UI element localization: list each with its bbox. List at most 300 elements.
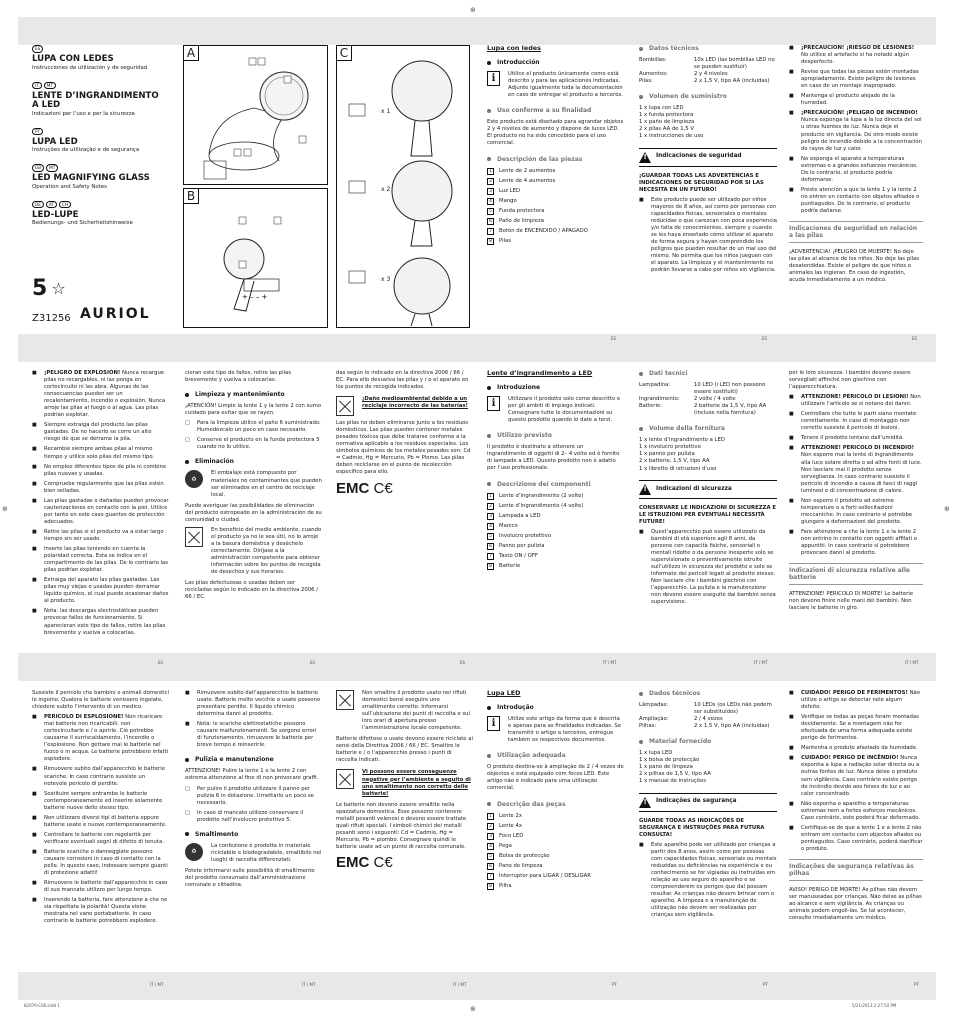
- part-label: Panno per pulizia: [499, 542, 545, 549]
- warning-text: Non esporre mai la lente di ingrandimento alla luce solare diretta o ad altre fonti di luce. Non lasciare mai il prodotto senza sorveglianza. In caso contrario sussiste il pericolo di incendio a causa di fasci di raggi luminosi e di concentrazione di calore.: [801, 452, 922, 494]
- warning-text: Mantenga el producto alejado de la humedad.: [801, 93, 895, 107]
- warning-item: [32, 446, 169, 460]
- bullet-marker: ■: [32, 577, 37, 584]
- battery-text: ATTENZIONE! PERICOLO DI MORTE! Le batterie non devono finire nelle mani dei bambini. Non lasciare le batterie in giro.: [789, 591, 914, 612]
- warning-body: [801, 110, 923, 152]
- es-column-3: [789, 45, 923, 330]
- warning-heading: Indicações de segurança: [656, 798, 737, 805]
- subsection-heading: Pulizia e manutenzione: [185, 756, 322, 763]
- bullet-marker: ■: [639, 528, 644, 535]
- subsection-heading: Material fornecido: [639, 738, 777, 745]
- figure-label: B: [184, 189, 199, 204]
- bullet-marker: ■: [789, 714, 794, 721]
- bullet-item: [185, 810, 322, 824]
- warning-body: [44, 422, 169, 443]
- subsection-heading: Volumen de suministro: [639, 93, 777, 100]
- subsection-heading: Limpieza y mantenimiento: [185, 391, 322, 398]
- tech-row: [639, 396, 777, 403]
- part-item: [487, 178, 624, 185]
- safety-list: [639, 529, 777, 607]
- warning-text: Rimuovere subito dall’apparecchio le batterie scariche. In caso contrario sussiste un notevole pericolo di perdite.: [44, 766, 165, 787]
- warning-item: [789, 690, 923, 711]
- part-item: [487, 563, 624, 570]
- warning-text: Mantenha o produto afastado da humidade.: [801, 745, 918, 752]
- warning-list: [789, 45, 923, 215]
- warning-item: [32, 714, 169, 763]
- warning-body: [801, 69, 923, 90]
- supply-item: 1 x funda protectora: [639, 112, 694, 119]
- cover-subtitle: Indicazioni per l’uso e per la sicurezza: [32, 110, 135, 117]
- warning-title: CUIDADO! PERIGO DE FERIMENTOS!: [801, 690, 908, 696]
- warning-text: Retire las pilas si el producto va a estar largo tiempo sin ser usado.: [44, 528, 164, 542]
- part-number: 8: [487, 238, 494, 245]
- warning-body: [44, 897, 169, 925]
- intro-text: Utilize este artigo da forma que é descrita e apenas para as finalidades indicadas. Se transmitir o artigo a terceiros, entregue também os respectivos documentos.: [508, 716, 621, 744]
- part-item: [487, 228, 624, 235]
- battery-compartment-illustration: [184, 189, 327, 327]
- warning-text: Recambie siempre ambas pilas al mismo tiempo y utilice solo pilas del mismo tipo.: [44, 446, 155, 460]
- part-number: 1: [487, 168, 494, 175]
- supply-item: 1 x lente d’ingrandimento a LED: [639, 437, 725, 444]
- pt-column-2: [639, 690, 777, 968]
- page-footer: IT / MT: [453, 982, 467, 987]
- subsection-heading: Datos técnicos: [639, 45, 777, 52]
- cover-title: LUPA LED: [32, 136, 78, 147]
- warning-text: Nota: las descargas electrostáticas pueden provocar fallos de funcionamiento. Si aparecieran este tipo de fallos, retire las pilas brevemente y vuelva a colocarlas.: [44, 608, 166, 636]
- bullet-marker: ■: [789, 528, 794, 535]
- part-number: 3: [487, 833, 494, 840]
- warning-item: [789, 801, 923, 822]
- crossed-bin-icon: [336, 690, 354, 710]
- warning-body: [801, 690, 923, 711]
- part-number: 5: [487, 208, 494, 215]
- tech-key: Aumentos:: [639, 71, 668, 78]
- bullet-marker: ■: [789, 435, 794, 442]
- led-button-illustration: [337, 46, 469, 327]
- tech-key: Ampliação:: [639, 716, 669, 723]
- flag-es: ES: [32, 45, 43, 53]
- disposal-text: Potete informarvi sulle possibilità di smaltimento del prodotto consumato dall’amministrazione comunale e cittadina.: [185, 867, 315, 889]
- warning-icon: [639, 152, 651, 163]
- part-item: [487, 238, 624, 245]
- tech-value: 10 LEDs (os LEDs não podem ser substituídos): [694, 702, 772, 716]
- part-item: [487, 843, 624, 850]
- part-item: [487, 513, 624, 520]
- warning-text: No emplee diferentes tipos de pila ni combine pilas nuevas y usadas.: [44, 463, 167, 477]
- tech-key: Lampadina:: [639, 382, 671, 389]
- eco-warning: Vi possono essere conseguenze negative per l’ambiente a seguito di uno smaltimento non corretto delle batterie!: [362, 769, 471, 797]
- part-label: Lente d’ingrandimento (2 volte): [499, 492, 584, 499]
- part-number: 6: [487, 863, 494, 870]
- warning-text: Nunca exponga la lupa a la luz directa del sol u otras fuentes de luz. Nunca deje el producto sin vigilancia. De otro modo existe peligro de incendio debido a la concentración de rayos de luz y calor.: [801, 117, 922, 152]
- part-number: 2: [487, 823, 494, 830]
- part-number: 7: [487, 553, 494, 560]
- disposal-text: Non smaltire il prodotto usato nei rifiuti domestici bensì eseguire uno smaltimento corretto. Informarsi sull’ubicazione dei punti di raccolta e sui loro orari di apertura presso l’amministrazione locale competente.: [362, 690, 470, 732]
- emc-ce-mark: EMC C€: [336, 479, 393, 497]
- warning-body: [44, 791, 169, 812]
- tech-key: Batterie:: [639, 403, 662, 410]
- flag-at: AT: [46, 201, 57, 209]
- warning-body: [44, 546, 169, 574]
- warning-item: [32, 791, 169, 812]
- tech-row: [639, 403, 777, 417]
- subsection-heading: Descripción de las piezas: [487, 156, 624, 163]
- svg-text:+ – – +: + – – +: [242, 293, 268, 301]
- warning-body: [44, 370, 169, 419]
- part-label: Luz LED: [499, 187, 521, 194]
- part-label: Bolsa de protecção: [499, 852, 550, 859]
- warning-body: [44, 577, 169, 605]
- cover-panel: [32, 45, 167, 330]
- eco-warning: ¡Daño medioambiental debido a un reciclaje incorrecto de las baterías!: [362, 396, 468, 410]
- warning-text: Inserendo la batteria, fare attenzione a che ne sia rispettata la polarità! Questa viene mostrata nel vano portabatterie. In caso contrario le batterie potrebbero esplodere.: [44, 897, 168, 925]
- tech-value: 2 y 4 niveles: [694, 71, 728, 78]
- bullet-text: Nota: le scariche elettrostatiche possono causare malfunzionamenti. Se sorgono errori di funzionamento, rimuovere le batterie per breve tempo e reinserirle.: [197, 721, 317, 749]
- it-column-5: [185, 690, 322, 968]
- part-number: 4: [487, 843, 494, 850]
- part-item: [487, 168, 624, 175]
- bullet-marker: ■: [789, 155, 794, 162]
- figure-b: [183, 188, 328, 328]
- flag-pt: PT: [32, 128, 43, 136]
- supply-item: 1 x lupa con LED: [639, 105, 684, 112]
- warning-item: [32, 498, 169, 526]
- emc-mark: EMC: [336, 479, 370, 497]
- part-number: 4: [487, 523, 494, 530]
- flag-de: DE: [32, 201, 44, 209]
- part-label: Interruptor para LIGAR / DESLIGAR: [499, 872, 591, 879]
- tech-key: Pilas:: [639, 78, 653, 85]
- warning-title: ¡PRECAUCIÓN! ¡PELIGRO DE INCENDIO!: [801, 110, 918, 117]
- part-item: [487, 503, 624, 510]
- tech-row: [639, 382, 777, 396]
- bullet-marker: ■: [32, 370, 37, 376]
- recycle-icon: ♻: [185, 470, 203, 488]
- warning-body: [44, 608, 169, 636]
- bullet-marker: ■: [32, 790, 37, 797]
- bullet-marker: ■: [32, 814, 37, 821]
- pt-column-3: [789, 690, 923, 968]
- warning-title: ¡PRECAUCIÓN! ¡RIESGO DE LESIONES!: [801, 45, 915, 51]
- bullet-marker: ■: [789, 800, 794, 807]
- part-number: 8: [487, 883, 494, 890]
- warning-text: Fare attenzione a che la lente 1 e la lente 2 non entrino in contatto con oggetti affilati o appuntiti. In caso contrario si potrebbero provocare danni al prodotto.: [801, 528, 917, 557]
- warning-title: CUIDADO! PERIGO DE INCÊNDIO!: [801, 755, 899, 762]
- warning-item: [32, 766, 169, 787]
- part-label: Lente d’ingrandimento (4 volte): [499, 502, 584, 509]
- warning-body: [801, 445, 923, 494]
- page-footer: PT: [914, 982, 919, 987]
- warning-text: Compruebe regularmente que las pilas estén bien selladas.: [44, 480, 164, 494]
- warning-item: [32, 529, 169, 543]
- warning-text: Batterie scariche o danneggiate possono causare corrosioni in caso di contatto con la pelle. In questo caso, indossare sempre guanti di protezione adatti!: [44, 848, 168, 877]
- use-text: Este producto está diseñado para agrandar objetos 2 y 4 niveles de aumento y dispone de luces LED. El producto no ha sido concebido para el uso comercial.: [487, 119, 624, 147]
- parts-list: [487, 493, 624, 570]
- bullet-marker: ■: [32, 546, 37, 553]
- flag-gb: GB: [32, 164, 44, 172]
- page-footer: ES: [158, 660, 164, 665]
- model-number: Z31256: [32, 313, 71, 324]
- part-label: Lente de 2 aumentos: [499, 167, 556, 174]
- subsection-heading: Introduzione: [487, 384, 624, 391]
- subsection-heading: Uso conforme a su finalidad: [487, 107, 624, 114]
- bullet-item: [639, 529, 777, 607]
- supply-list: [639, 105, 777, 140]
- warning-heading: Indicaciones de seguridad: [656, 153, 742, 160]
- bullet-marker: ■: [639, 196, 644, 203]
- tech-value: 10 LED (i LED non possono essere sostituiti): [694, 382, 766, 396]
- press-count: x 2: [381, 186, 391, 193]
- warning-text: Não utilize o artigo se detectar nele algum defeito.: [801, 690, 921, 711]
- warning-body: [801, 529, 923, 557]
- disposal-text: Las pilas defectuosas o usadas deben ser recicladas según lo indicado en la directiva 2006 / 66 / EC.: [185, 580, 318, 601]
- battery-heading: Indicazioni di sicurezza relative alle batterie: [789, 563, 923, 585]
- header-band: [18, 653, 936, 681]
- warning-text: No exponga el aparato a temperaturas extremas o a grandes esfuerzos mecánicos. De lo contrario, el producto podría deformarse.: [801, 155, 918, 183]
- press-count: x 1: [381, 108, 391, 115]
- bullet-marker: ■: [32, 880, 37, 887]
- bullet-text: Rimuovere subito dall’apparecchio le batterie usate. Batterie molto vecchie o usate possono presentare perdite. Il liquido chimico determina danni al prodotto.: [197, 690, 321, 718]
- warning-text: Inserte las pilas teniendo en cuenta la polaridad correcta. Esta se indica en el compartimento de las pilas. De lo contrario las pilas podrían explotar.: [44, 546, 169, 574]
- warning-item: [32, 815, 169, 829]
- warning-item: [32, 577, 169, 605]
- parts-list: [487, 813, 624, 890]
- print-info: 82079-C08.indd 1: [24, 1003, 60, 1008]
- warning-body: [801, 498, 923, 526]
- bullet-marker: ■: [185, 690, 190, 696]
- header-band: [18, 334, 936, 362]
- warning-text: Revise que todas las piezas estén montadas apropiadamente. Existe peligro de lesiones en caso de un montaje inapropiado.: [801, 69, 919, 90]
- bullet-marker: ■: [789, 497, 794, 504]
- registration-mark: ⊕: [470, 1005, 476, 1013]
- part-label: Foco LED: [499, 832, 524, 839]
- warning-body: [801, 45, 923, 66]
- tech-row: [639, 78, 777, 85]
- subsection-heading: Utilização adequada: [487, 752, 624, 759]
- warning-text: Nunca exponha a lupa a radiação solar directa ou a outras fontes de luz. Nunca deixe o produto sem vigilância. Caso contrário existe perigo de incêndio devido aos feixes de luz e ao calor concentrado.: [801, 755, 920, 797]
- warning-body: [801, 714, 923, 742]
- warning-text: Verifique se todas as peças foram montadas devidamente. Se a montagem não for efectuada de uma forma adequada existe perigo de ferimentos.: [801, 714, 919, 742]
- warning-text: Non ricaricare mai batterie non ricaricabili, non cortocircuitarle e / o aprirle. Ciò potrebbe causarne il surriscaldamento, l’incendio o l’esplosione. Non gettare mai le batterie nel fuoco o in acqua. Le batterie potrebbero infatti esplodere.: [44, 714, 169, 763]
- cover-title: LENTE D’INGRANDIMENTO A LED: [32, 90, 159, 111]
- warning-body: [801, 394, 923, 408]
- warning-body: [801, 745, 918, 752]
- info-icon: i: [487, 71, 500, 86]
- part-number: 5: [487, 853, 494, 860]
- part-item: [487, 883, 624, 890]
- bullet-text: Para la limpieza utilice el paño 6 suministrado. Humedézcalo un poco en caso necesario.: [197, 420, 321, 434]
- page-footer: IT / MT: [302, 982, 316, 987]
- bullet-marker: ■: [789, 445, 794, 452]
- warning-body: [44, 766, 169, 787]
- warning-body: [801, 755, 923, 797]
- bullet-marker: ■: [789, 186, 794, 193]
- tech-value: 2 volte / 4 volte: [694, 396, 736, 403]
- bullet-item: [639, 197, 777, 275]
- bullet-marker: ■: [789, 93, 794, 100]
- warning-body: [801, 156, 923, 184]
- tech-value: 2 x 1,5 V, tipo AA (incluidas): [694, 78, 770, 85]
- warning-text: Controllare le batterie con regolarità per verificare eventuali segni di difetto di tenuta.: [44, 831, 164, 845]
- bullet-marker: ■: [789, 824, 794, 831]
- supply-list: [639, 437, 777, 472]
- bullet-text: In caso di mancato utilizzo conservare il prodotto nell’involucro protettivo 5.: [197, 809, 304, 823]
- warning-item: [32, 832, 169, 846]
- supply-item: 1 x lupa LED: [639, 750, 673, 757]
- safety-caps: ¡GUARDAR TODAS LAS ADVERTENCIAS E INDICACIONES DE SEGURIDAD POR SI LAS NECESITA EN UN FUTURO!: [639, 172, 764, 193]
- supply-item: 2 x pilas AA de 1,5 V: [639, 126, 694, 133]
- part-label: Mango: [499, 197, 517, 204]
- warning-body: [44, 498, 169, 526]
- subsection-heading: Eliminación: [185, 458, 322, 465]
- warning-body: [801, 435, 904, 442]
- warning-text: Tenere il prodotto lontano dall’umidità.: [801, 435, 904, 442]
- bullet-marker: ■: [789, 45, 794, 51]
- bullet-item: [185, 786, 322, 807]
- warning-text: Certifique-se de que a lente 1 e a lente 2 não entram em contacto com objectos afiados ou pontiagudos. Caso contrário, poderá danificar o produto.: [801, 824, 923, 852]
- warning-item: [789, 498, 923, 526]
- warning-item: [789, 445, 923, 494]
- part-item: [487, 523, 624, 530]
- warning-item: [789, 110, 923, 152]
- bullet-marker: ■: [789, 745, 794, 752]
- warning-item: [789, 156, 923, 184]
- warning-item: [32, 849, 169, 877]
- star-icon: ☆: [51, 279, 66, 298]
- bullet-marker: ■: [32, 897, 37, 904]
- registration-mark: ⊕: [470, 6, 476, 14]
- page-footer: IT / MT: [603, 660, 617, 665]
- section-heading: Lente d’ingrandimento a LED: [487, 370, 593, 377]
- print-timestamp: 5/31/2013 2:27:54 PM: [852, 1003, 897, 1008]
- cover-subtitle: Operation and Safety Notes: [32, 183, 107, 190]
- cover-subtitle: Bedienungs- und Sicherheitshinweise: [32, 220, 133, 227]
- page-footer: IT / MT: [754, 660, 768, 665]
- figure-label: A: [184, 46, 199, 61]
- figure-a: [183, 45, 328, 185]
- figure-label: C: [337, 46, 352, 61]
- info-icon: i: [487, 396, 500, 411]
- part-label: Batterie: [499, 562, 521, 569]
- warning-text: Extraiga del aparato las pilas gastadas. Las pilas muy viejas o usadas pueden derramar líquido químico, el cual puede ocasionar daños al producto.: [44, 577, 169, 605]
- warning-text: Controllare che tutte le parti siano montate correttamente. In caso di montaggio non corretto sussiste il pericolo di lesioni.: [801, 411, 917, 432]
- warning-list: [789, 394, 923, 557]
- warning-item: [789, 187, 923, 215]
- part-label: Tasto ON / OFF: [499, 552, 538, 559]
- page-footer: ES: [912, 336, 918, 341]
- warning-text: Siempre extraiga del producto las pilas gastadas. De no hacerlo se corre un alto riesgo de que se derrame la pila.: [44, 422, 152, 443]
- subsection-heading: Descrição das peças: [487, 801, 624, 808]
- part-label: Lente 2x: [499, 812, 522, 819]
- warning-body: [44, 529, 169, 543]
- bullet-marker: ■: [639, 841, 644, 848]
- warning-item: [789, 714, 923, 742]
- clean-list: [185, 786, 322, 824]
- bullet-marker: ■: [32, 528, 37, 535]
- crossed-bin-icon: [185, 527, 203, 547]
- bullet-marker: ■: [32, 766, 37, 773]
- crossed-bin-icon: [336, 769, 354, 789]
- bullet-marker: ■: [32, 497, 37, 504]
- cover-title: LUPA CON LEDES: [32, 54, 114, 65]
- part-label: Pilas: [499, 237, 512, 244]
- bullet-item: [185, 721, 322, 749]
- warning-body: [44, 481, 169, 495]
- subsection-heading: Utilizzo previsto: [487, 432, 624, 439]
- bullet-marker: ■: [32, 714, 37, 721]
- supply-item: 1 x manual de instruções: [639, 778, 707, 785]
- safety-caps: CONSERVARE LE INDICAZIONI DI SICUREZZA E LE ISTRUZIONI PER EVENTUALI NECESSITÀ FUTURE!: [639, 504, 776, 525]
- page-footer: PT: [763, 982, 768, 987]
- part-label: Paño de limpieza: [499, 217, 545, 224]
- it-column-6: [336, 690, 473, 968]
- subsection-heading: Smaltimento: [185, 831, 322, 838]
- part-label: Pano de limpeza: [499, 862, 543, 869]
- part-item: [487, 543, 624, 550]
- part-item: [487, 853, 624, 860]
- subsection-heading: Dados técnicos: [639, 690, 777, 697]
- page-footer: ES: [460, 660, 466, 665]
- part-label: Lente 4x: [499, 822, 522, 829]
- supply-item: 1 x paño de limpieza: [639, 119, 695, 126]
- subsection-heading: Introducción: [487, 59, 624, 66]
- bullet-marker: □: [185, 420, 190, 427]
- bullet-marker: ■: [789, 690, 794, 696]
- part-item: [487, 533, 624, 540]
- warning-text: Nunca recargue pilas no recargables, ni las ponga en cortocircuito ni las abra. Algunas de las consecuencias pueden ser un recalentamiento, incendio o explosión. Nunca arroje las pilas al fuego o al agua. Las pilas podrían explotar.: [44, 370, 166, 419]
- warning-list: [32, 370, 169, 637]
- flag-mt: MT: [46, 164, 58, 172]
- warning-body: [801, 825, 923, 853]
- flag-it: IT: [32, 82, 42, 90]
- warning-item: [32, 464, 169, 478]
- warning-body: [44, 849, 169, 877]
- supply-item: 1 x involucro protettivo: [639, 444, 701, 451]
- warning-body: [44, 880, 169, 894]
- warning-title: ATTENZIONE! PERICOLO DI LESIONI!: [801, 394, 909, 401]
- bullet-marker: ■: [32, 608, 37, 615]
- part-item: [487, 833, 624, 840]
- tech-row: [639, 71, 777, 78]
- figure-c: [336, 45, 470, 328]
- disposal-text: La confezione è prodotta in materiale riciclabile e biodegradabile, smaltibile nei luoghi di raccolta differenziati.: [211, 842, 322, 863]
- bullet-marker: ■: [185, 721, 190, 728]
- clean-text: ¡ATENCIÓN! Limpie la lente 1 y la lente 2 con sumo cuidado para evitar que se rayen.: [185, 403, 322, 417]
- flag-mt: MT: [44, 82, 56, 90]
- cover-subtitle: Instruções de utilização e de segurança: [32, 147, 140, 154]
- warning-text: Non utilizzare l’articolo se si notano dei danni.: [801, 394, 921, 408]
- warning-text: Rimuovere le batterie dall’apparecchio in caso di suo mancato utilizzo per lungo tempo.: [44, 880, 168, 894]
- info-icon: i: [487, 716, 500, 731]
- warning-item: [32, 880, 169, 894]
- bullet-item: [185, 437, 322, 451]
- page-footer: IT / MT: [150, 982, 164, 987]
- use-text: O produto destina-se à ampliação de 2 / 4 vezes de objectos e está equipado com focos LED. Este artigo não é indicado para uma utilização comercial.: [487, 764, 624, 792]
- part-number: 6: [487, 218, 494, 225]
- battery-heading: Indicações de segurança relativas às pilhas: [789, 859, 923, 881]
- page-footer: ES: [611, 336, 617, 341]
- part-number: 7: [487, 873, 494, 880]
- warning-list: [32, 714, 169, 925]
- page-footer: IT / MT: [905, 660, 919, 665]
- part-item: [487, 873, 624, 880]
- it-column-1: [487, 370, 624, 650]
- bullet-item: [639, 842, 777, 920]
- warning-body: [801, 187, 923, 215]
- supply-item: 1 x panno per pulizia: [639, 451, 695, 458]
- safety-list: [639, 197, 777, 275]
- bullet-marker: ■: [32, 446, 37, 453]
